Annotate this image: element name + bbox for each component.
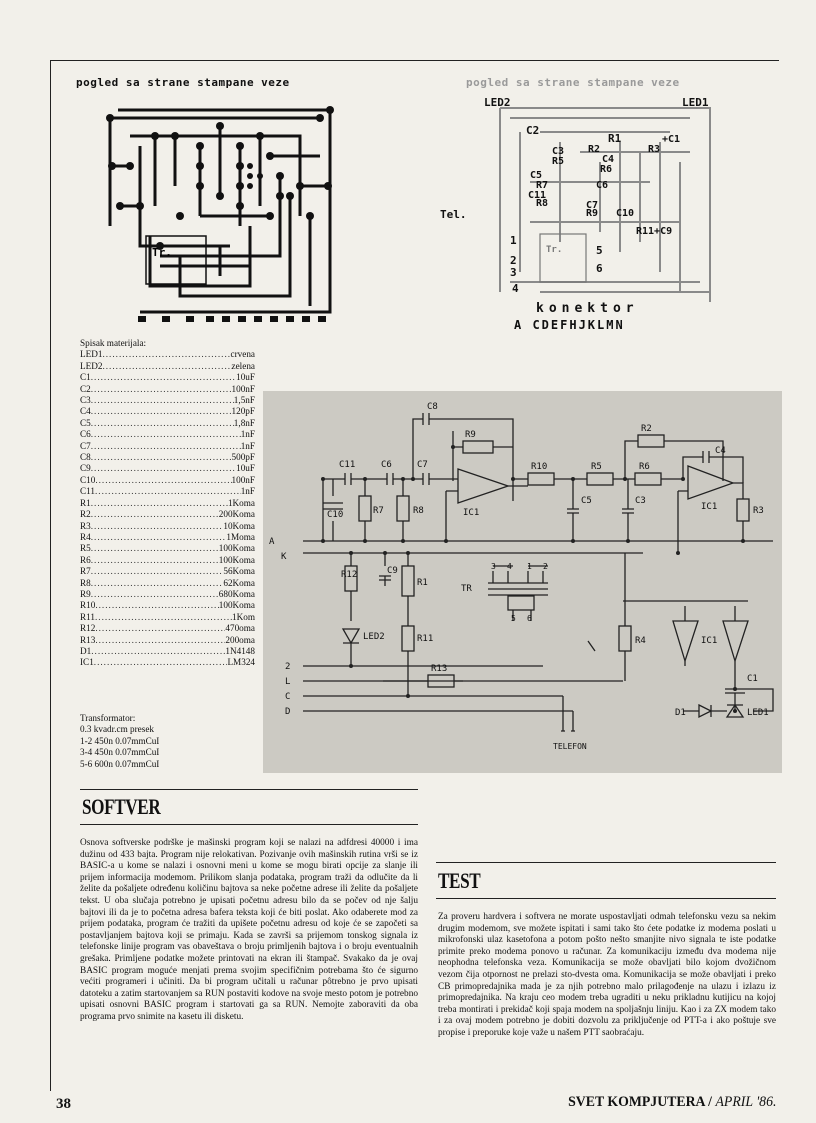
part-ref: D1 [80, 645, 92, 656]
sch-label-tr-pin: 1 [527, 562, 532, 571]
pcb-right-label: +C1 [662, 134, 681, 145]
sch-label-c4: C4 [715, 446, 726, 456]
leader-dots [95, 635, 225, 646]
sch-label-r2: R2 [641, 424, 652, 434]
leader-dots [95, 486, 241, 497]
pcb-right-label: 4 [512, 282, 519, 295]
part-value: 1Kom [232, 611, 255, 622]
parts-list-item [80, 646, 255, 657]
softver-rule [80, 789, 418, 790]
pcb-right-label: R11+C9 [636, 226, 673, 237]
parts-list-item [80, 543, 255, 554]
pcb-right-title: pogled sa strane stampane veze [466, 76, 680, 89]
part-value: 1Koma [227, 497, 255, 508]
part-value: 1nF [240, 429, 255, 440]
leader-dots [91, 429, 241, 440]
transformer-spec [80, 713, 159, 770]
part-ref: R7 [80, 566, 91, 577]
leader-dots [91, 384, 232, 395]
part-ref: C11 [80, 486, 95, 497]
part-ref: C7 [80, 440, 91, 451]
part-ref: R6 [80, 554, 91, 565]
part-ref: R5 [80, 543, 91, 554]
part-value: 1nF [240, 440, 255, 451]
parts-list-item [80, 509, 255, 520]
leader-dots [91, 566, 224, 577]
parts-list-item [80, 395, 255, 406]
parts-list-item [80, 486, 255, 497]
sch-label-tr-pin: 5 [511, 614, 516, 623]
parts-list-item [80, 635, 255, 646]
part-ref: C5 [80, 417, 91, 428]
sch-label-ic1c: IC1 [701, 636, 718, 646]
part-value: 100Koma [218, 554, 255, 565]
sch-label-ic1a: IC1 [463, 508, 480, 518]
transformer-line: 0.3 kvadr.cm presek [80, 724, 154, 735]
part-ref: R2 [80, 509, 91, 520]
parts-list-item [80, 349, 255, 360]
pcb-right-label: 2 [510, 254, 517, 267]
pcb-left-tr-label: Tr. [152, 246, 172, 259]
part-ref: R12 [80, 623, 96, 634]
part-value: LM324 [227, 657, 255, 668]
leader-dots [95, 612, 232, 623]
sch-label-r13: R13 [431, 664, 448, 674]
pcb-left-diagram [100, 96, 340, 332]
sch-label-pin-2: 2 [285, 662, 291, 672]
part-value: 200Koma [218, 509, 255, 520]
part-value: 680Koma [218, 588, 255, 599]
transformer-line: 1-2 450n 0.07mmCuI [80, 735, 160, 746]
pcb-right-label: R6 [600, 164, 613, 175]
pcb-right-konektor: konektor [536, 301, 639, 316]
sch-label-ic1b: IC1 [701, 502, 718, 512]
sch-label-r3: R3 [753, 506, 764, 516]
parts-list-item [80, 578, 255, 589]
part-value: 470oma [225, 623, 255, 634]
part-value: zelena [231, 360, 255, 371]
test-text: Za proveru hardvera i softvera ne morate uspostavljati odmah telefonsku vezu sa nekim drugim modemom, sve možete ispitati i sami tako što ćete podatke iz modema poslati u mikrofonski ulaz kasetofona a potom pošto nešto smanjite nivo signala te iste podatke primite preko modema ponovo u računar. Za komunikaciju između dva modema nije neophodna telefonska veza. Komunikacija se može obavljati bilo kojom dvožičnom vezom čija otpornost ne prelazi sto-dvesta oma. Komunikacija se može obavljati i preko CB primopredajnika mada je za njih potrebno malo prilagođenje na ulazu i izlazu iz primopredajnika. Na kraju ceo modem treba ugraditi u neku prikladnu kutijicu na kojoj treba montirati i prekidač koji spaja modem na spoljašnju liniju. Kao i za ZX modem tako i za ovaj modem potrebno je dobiti dozvolu za priključenje od PTT-a i ako poštuje sve propise i preporuke koje važe u našem PTT saobraćaju. [438, 912, 776, 1038]
sch-label-r5: R5 [591, 462, 602, 472]
sch-label-r1: R1 [417, 578, 428, 588]
part-value: 1,8nF [233, 417, 255, 428]
part-ref: C10 [80, 474, 96, 485]
pcb-right-label: R8 [536, 198, 549, 209]
sch-label-k: K [281, 552, 287, 562]
leader-dots [91, 555, 219, 566]
leader-dots [91, 441, 241, 452]
pcb-left-title: pogled sa strane stampane veze [76, 76, 290, 89]
pcb-right-label: C10 [616, 208, 635, 219]
pcb-right-label: C7 [586, 200, 599, 211]
sch-label-d1: D1 [675, 708, 686, 718]
sch-label-r8: R8 [413, 506, 424, 516]
part-ref: R11 [80, 611, 95, 622]
pcb-right-tr: Tr. [546, 245, 563, 255]
parts-list-item [80, 532, 255, 543]
sch-label-pin-d: D [285, 707, 291, 717]
parts-list-item [80, 600, 255, 611]
pcb-right-label: R2 [588, 144, 601, 155]
part-value: 56Koma [223, 566, 255, 577]
parts-list-item [80, 463, 255, 474]
leader-dots [91, 418, 234, 429]
leader-dots [91, 395, 234, 406]
schematic-diagram [263, 391, 782, 773]
pcb-right-label: C5 [530, 170, 543, 181]
pcb-right-led1: LED1 [682, 96, 709, 109]
leader-dots [91, 372, 236, 383]
part-value: 120pF [231, 406, 255, 417]
magazine-issue: APRIL '86. [715, 1094, 776, 1110]
pcb-right-label: 1 [510, 234, 517, 247]
transformer-line: 3-4 450n 0.07mmCuI [80, 747, 160, 758]
sch-label-r12: R12 [341, 570, 358, 580]
part-value: 100Koma [218, 543, 255, 554]
leader-dots [91, 521, 224, 532]
parts-list-item [80, 441, 255, 452]
part-value: 100Koma [218, 600, 255, 611]
leader-dots [95, 600, 218, 611]
sch-label-r11: R11 [417, 634, 434, 644]
sch-label-r6: R6 [639, 462, 650, 472]
sch-label-led1: LED1 [747, 708, 769, 718]
parts-list [80, 338, 255, 669]
magazine-footer [568, 1094, 776, 1111]
parts-list-item [80, 406, 255, 417]
part-value: 1N4148 [225, 645, 255, 656]
part-value: 100nF [231, 383, 255, 394]
pcb-right-led2: LED2 [484, 96, 511, 109]
pcb-right-label: C2 [526, 124, 540, 137]
part-value: 100nF [231, 474, 255, 485]
parts-list-item [80, 657, 255, 668]
sch-label-c6: C6 [381, 460, 392, 470]
sch-label-c11: C11 [339, 460, 356, 470]
part-ref: R13 [80, 634, 96, 645]
part-value: 10uF [236, 463, 255, 474]
sch-label-c1: C1 [747, 674, 758, 684]
test-rule-2 [436, 898, 776, 899]
pcb-right-label: R9 [586, 208, 599, 219]
leader-dots [91, 498, 228, 509]
leader-dots [94, 657, 228, 668]
sch-label-telefon: TELEFON [553, 742, 587, 751]
sch-label-c7: C7 [417, 460, 428, 470]
leader-dots [91, 646, 225, 657]
pcb-right-tel: Tel. [440, 208, 467, 221]
pcb-right-label: R7 [536, 180, 549, 191]
part-ref: C1 [80, 372, 91, 383]
part-value: 1nF [240, 486, 255, 497]
sch-label-pin-c: C [285, 692, 291, 702]
parts-list-item [80, 429, 255, 440]
parts-list-item [80, 384, 255, 395]
test-title: TEST [438, 868, 481, 893]
schematic-panel [263, 391, 782, 773]
pcb-right-label: R1 [608, 132, 622, 145]
part-ref: R3 [80, 520, 91, 531]
pcb-right-label: R5 [552, 156, 565, 167]
part-value: crvena [230, 349, 255, 360]
leader-dots [95, 623, 225, 634]
part-value: 500pF [231, 452, 255, 463]
sch-label-led2: LED2 [363, 632, 385, 642]
pcb-right-label: 3 [510, 266, 517, 279]
leader-dots [102, 349, 230, 360]
sch-label-c8: C8 [427, 402, 438, 412]
leader-dots [91, 578, 224, 589]
part-ref: R9 [80, 588, 91, 599]
pcb-right-label: C6 [596, 180, 609, 191]
sch-label-c3: C3 [635, 496, 646, 506]
leader-dots [102, 361, 231, 372]
leader-dots [91, 509, 219, 520]
parts-list-item [80, 475, 255, 486]
parts-list-item [80, 555, 255, 566]
parts-list-item [80, 452, 255, 463]
pcb-right-label: C4 [602, 154, 615, 165]
part-ref: R8 [80, 577, 91, 588]
parts-list-item [80, 521, 255, 532]
part-value: 10uF [236, 372, 255, 383]
softver-rule-2 [80, 824, 418, 825]
sch-label-r7: R7 [373, 506, 384, 516]
parts-list-item [80, 589, 255, 600]
leader-dots [91, 406, 232, 417]
parts-list-header: Spisak materijala: [80, 338, 147, 348]
part-ref: R1 [80, 497, 91, 508]
sch-label-pin-l: L [285, 677, 291, 687]
parts-list-item [80, 566, 255, 577]
parts-list-item [80, 612, 255, 623]
part-value: 200oma [225, 634, 255, 645]
parts-list-item [80, 418, 255, 429]
sch-label-c10: C10 [327, 510, 344, 520]
pcb-right-label: 5 [596, 244, 603, 257]
sch-label-c9: C9 [387, 566, 398, 576]
leader-dots [91, 452, 232, 463]
pcb-right-label: 6 [596, 262, 603, 275]
leader-dots [91, 532, 227, 543]
part-ref: C6 [80, 429, 91, 440]
leader-dots [91, 589, 219, 600]
part-ref: C9 [80, 463, 91, 474]
sch-label-tr-pin: 4 [507, 562, 512, 571]
softver-title: SOFTVER [82, 794, 161, 819]
part-value: 1Moma [226, 531, 255, 542]
leader-dots [91, 463, 236, 474]
pcb-right-label: C3 [552, 146, 565, 157]
parts-list-item [80, 623, 255, 634]
leader-dots [91, 543, 219, 554]
part-value: 10Koma [223, 520, 255, 531]
sch-label-r4: R4 [635, 636, 646, 646]
sch-label-a: A [269, 537, 275, 547]
parts-list-item [80, 498, 255, 509]
transformer-header: Transformator: [80, 713, 136, 723]
test-rule [436, 862, 776, 863]
pcb-right-pins: A CDEFHJKLMN [514, 318, 625, 332]
part-ref: C3 [80, 395, 91, 406]
leader-dots [95, 475, 231, 486]
pcb-right-diagram [440, 92, 740, 332]
sch-label-tr-pin: 3 [491, 562, 496, 571]
part-value: 62Koma [223, 577, 255, 588]
part-ref: LED2 [80, 360, 103, 371]
sch-label-tr-pin: 2 [543, 562, 548, 571]
softver-text: Osnova softverske podrške je mašinski program koji se nalazi na adfdresi 40000 i ima dužinu od 433 bajta. Program nije relokativan. Pozivanje ovih mašinskih rutina vrši se iz BASIC-a u kome se nalazi i osnovni meni u kome se mogu birati opcije za slanje ili prijem informacija modemom. Prilikom slanja podataka, program traži da odlučite da li želite da pošaljete određenu količinu bajtova sa neke početne adrese ili želite da pošaljete tekst. U oba slučaja potrebno je upisati početnu adresu bilo da se počev od nje šalju bajtovi ili da je to početna adresa bafera teksta koji će biti poslat. Ako odaberete mod za prijem podataka, program će tražiti da upišete početnu adresu od koje će se započeti sa postavljanjem bajtova koji se primaju. Kada se završi sa prijemom tonskog signala iz telefonske linije program vas obaveštava o broju primljenih bajtova i o broju eventualnih grešaka. Primljene podatke možete printovati na ekran ili štampač. Svakako da je ovaj BASIC program moguće menjati prema svojim specifičnim potrebama što će sigurno većiti programeri i učiniti. Da bi program učitali u računar pôtrebno je prvo upisati datoteku a zatim startovanjem sa RUN postaviti kodove na svoje mesto potom je potrebno upisati osnovni BASIC program i startovati ga sa RUN. Nemojte zaboraviti da oba programa prvo snimite na kasetu ili disketu. [80, 838, 418, 1022]
part-ref: C4 [80, 406, 91, 417]
transformer-line: 5-6 600n 0.07mmCuI [80, 758, 160, 769]
parts-list-item [80, 361, 255, 372]
magazine-name: SVET KOMPJUTERA / [567, 1094, 712, 1110]
part-ref: C8 [80, 452, 91, 463]
part-ref: R10 [80, 600, 96, 611]
sch-label-c5: C5 [581, 496, 592, 506]
sch-label-r9: R9 [465, 430, 476, 440]
part-ref: IC1 [80, 657, 94, 668]
part-ref: LED1 [80, 349, 103, 360]
part-ref: C2 [80, 383, 91, 394]
sch-label-tr: TR [461, 584, 472, 594]
pcb-right-label: R3 [648, 144, 661, 155]
sch-label-r10: R10 [531, 462, 548, 472]
sch-label-tr-pin: 6 [527, 614, 532, 623]
part-value: 1,5nF [233, 395, 255, 406]
pcb-right-label: C11 [528, 190, 547, 201]
page-number: 38 [56, 1096, 71, 1112]
part-ref: R4 [80, 531, 91, 542]
parts-list-item [80, 372, 255, 383]
